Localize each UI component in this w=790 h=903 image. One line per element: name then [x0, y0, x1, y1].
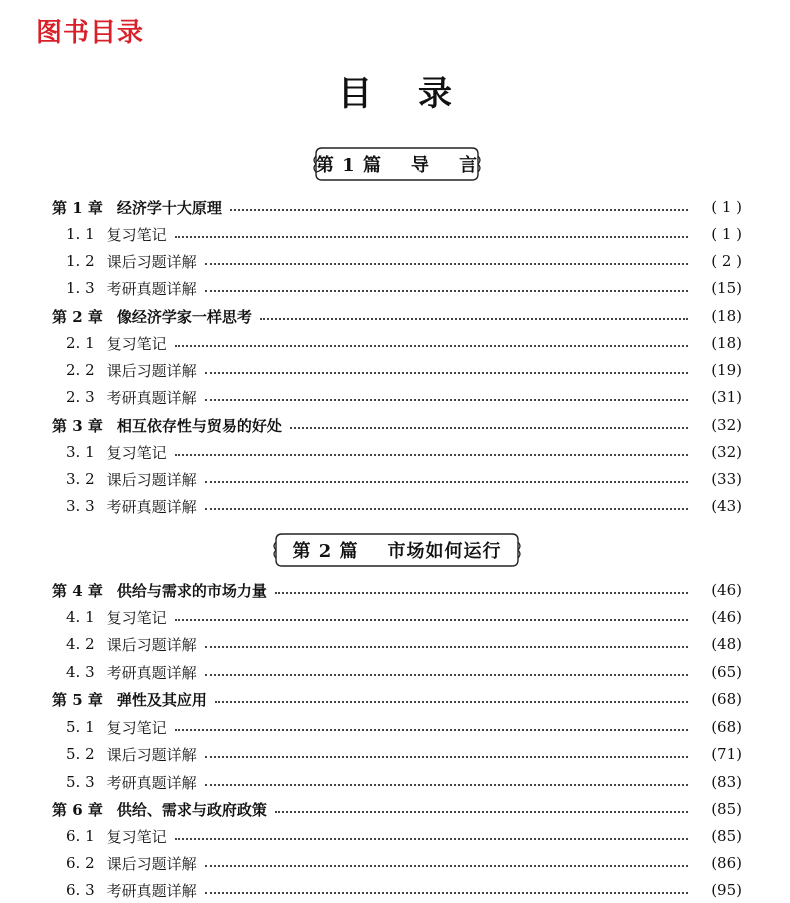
- part-banner-2: [272, 530, 522, 570]
- dot-leader: [175, 838, 688, 840]
- entry-title: 复习笔记: [106, 225, 167, 244]
- entry-number: 2. 1: [66, 334, 95, 352]
- entry-number: 6. 1: [66, 827, 95, 845]
- entry-title: 考研真题详解: [106, 773, 197, 792]
- toc-section-row[interactable]: [66, 715, 742, 739]
- entry-page: (31): [711, 388, 742, 406]
- entry-page: (68): [711, 690, 742, 708]
- entry-number: 4. 3: [66, 663, 95, 681]
- entry-page: (19): [711, 361, 742, 379]
- entry-number: 第 6 章: [52, 800, 103, 819]
- entry-number: 5. 3: [66, 773, 95, 791]
- entry-number: 6. 2: [66, 854, 95, 872]
- entry-page: (68): [711, 718, 742, 736]
- dot-leader: [205, 263, 688, 265]
- dot-leader: [205, 372, 688, 374]
- part-banner-1: [312, 144, 482, 184]
- dot-leader: [205, 646, 688, 648]
- toc-chapter-row[interactable]: [52, 195, 742, 219]
- entry-title: 复习笔记: [106, 718, 167, 737]
- dot-leader: [205, 508, 688, 510]
- entry-title: 相互依存性与贸易的好处: [116, 416, 282, 435]
- entry-number: 第 1 章: [52, 198, 103, 217]
- entry-title: 供给、需求与政府政策: [116, 800, 267, 819]
- dot-leader: [175, 345, 688, 347]
- entry-title: 课后习题详解: [106, 745, 197, 764]
- entry-page: (95): [711, 881, 742, 899]
- entry-title: 弹性及其应用: [116, 690, 207, 709]
- entry-page: (48): [711, 635, 742, 653]
- toc-section-row[interactable]: [66, 632, 742, 656]
- entry-page: ( 1 ): [711, 225, 742, 243]
- entry-title: 课后习题详解: [106, 361, 197, 380]
- entry-number: 4. 1: [66, 608, 95, 626]
- toc-section-row[interactable]: [66, 851, 742, 875]
- entry-number: 2. 2: [66, 361, 95, 379]
- entry-number: 1. 2: [66, 252, 95, 270]
- dot-leader: [175, 619, 688, 621]
- toc-section-row[interactable]: [66, 222, 742, 246]
- toc-chapter-row[interactable]: [52, 687, 742, 711]
- dot-leader: [205, 865, 688, 867]
- toc-section-row[interactable]: [66, 605, 742, 629]
- toc-section-row[interactable]: [66, 494, 742, 518]
- toc-chapter-row[interactable]: [52, 413, 742, 437]
- entry-number: 1. 1: [66, 225, 95, 243]
- entry-title: 课后习题详解: [106, 252, 197, 271]
- entry-title: 课后习题详解: [106, 854, 197, 873]
- toc-section-row[interactable]: [66, 742, 742, 766]
- entry-page: (43): [711, 497, 742, 515]
- toc-section-row[interactable]: [66, 440, 742, 464]
- entry-title: 课后习题详解: [106, 470, 197, 489]
- dot-leader: [205, 290, 688, 292]
- entry-number: 6. 3: [66, 881, 95, 899]
- toc-section-row[interactable]: [66, 358, 742, 382]
- entry-page: (65): [711, 663, 742, 681]
- entry-title: 考研真题详解: [106, 881, 197, 900]
- dot-leader: [290, 427, 688, 429]
- entry-page: (46): [711, 608, 742, 626]
- dot-leader: [230, 209, 688, 211]
- entry-number: 第 5 章: [52, 690, 103, 709]
- dot-leader: [205, 481, 688, 483]
- entry-number: 5. 2: [66, 745, 95, 763]
- entry-page: (15): [711, 279, 742, 297]
- entry-title: 考研真题详解: [106, 279, 197, 298]
- dot-leader: [205, 784, 688, 786]
- entry-page: (85): [711, 800, 742, 818]
- toc-section-row[interactable]: [66, 249, 742, 273]
- toc-section-row[interactable]: [66, 467, 742, 491]
- toc-title: 目录: [338, 74, 498, 114]
- toc-chapter-row[interactable]: [52, 578, 742, 602]
- entry-title: 复习笔记: [106, 443, 167, 462]
- part-label: 第 2 篇 市场如何运行: [292, 541, 502, 562]
- toc-chapter-row[interactable]: [52, 304, 742, 328]
- entry-page: (86): [711, 854, 742, 872]
- entry-title: 考研真题详解: [106, 497, 197, 516]
- dot-leader: [175, 454, 688, 456]
- entry-page: (32): [711, 416, 742, 434]
- entry-number: 5. 1: [66, 718, 95, 736]
- header-label: 图书目录: [36, 18, 145, 48]
- dot-leader: [205, 756, 688, 758]
- entry-page: (46): [711, 581, 742, 599]
- entry-title: 复习笔记: [106, 334, 167, 353]
- entry-page: ( 2 ): [711, 252, 742, 270]
- entry-number: 1. 3: [66, 279, 95, 297]
- entry-number: 4. 2: [66, 635, 95, 653]
- toc-section-row[interactable]: [66, 824, 742, 848]
- entry-title: 复习笔记: [106, 608, 167, 627]
- dot-leader: [275, 811, 688, 813]
- part-label: 第 1 篇 导 言: [315, 155, 479, 176]
- entry-title: 课后习题详解: [106, 635, 197, 654]
- dot-leader: [215, 701, 688, 703]
- entry-page: (18): [711, 307, 742, 325]
- entry-title: 考研真题详解: [106, 663, 197, 682]
- dot-leader: [205, 892, 688, 894]
- toc-section-row[interactable]: [66, 276, 742, 300]
- toc-chapter-row[interactable]: [52, 797, 742, 821]
- entry-title: 复习笔记: [106, 827, 167, 846]
- entry-title: 供给与需求的市场力量: [116, 581, 267, 600]
- entry-page: (83): [711, 773, 742, 791]
- dot-leader: [275, 592, 688, 594]
- toc-section-row[interactable]: [66, 331, 742, 355]
- entry-number: 2. 3: [66, 388, 95, 406]
- entry-number: 第 3 章: [52, 416, 103, 435]
- dot-leader: [175, 729, 688, 731]
- entry-title: 考研真题详解: [106, 388, 197, 407]
- entry-number: 第 2 章: [52, 307, 103, 326]
- dot-leader: [205, 399, 688, 401]
- entry-page: ( 1 ): [711, 198, 742, 216]
- entry-number: 第 4 章: [52, 581, 103, 600]
- dot-leader: [175, 236, 688, 238]
- entry-page: (85): [711, 827, 742, 845]
- toc-section-row[interactable]: [66, 770, 742, 794]
- entry-page: (33): [711, 470, 742, 488]
- entry-page: (71): [711, 745, 742, 763]
- toc-section-row[interactable]: [66, 660, 742, 684]
- entry-number: 3. 3: [66, 497, 95, 515]
- entry-number: 3. 1: [66, 443, 95, 461]
- entry-number: 3. 2: [66, 470, 95, 488]
- toc-section-row[interactable]: [66, 385, 742, 409]
- entry-page: (32): [711, 443, 742, 461]
- entry-page: (18): [711, 334, 742, 352]
- entry-title: 经济学十大原理: [116, 198, 222, 217]
- dot-leader: [205, 674, 688, 676]
- dot-leader: [260, 318, 688, 320]
- entry-title: 像经济学家一样思考: [116, 307, 252, 326]
- toc-section-row[interactable]: [66, 878, 742, 902]
